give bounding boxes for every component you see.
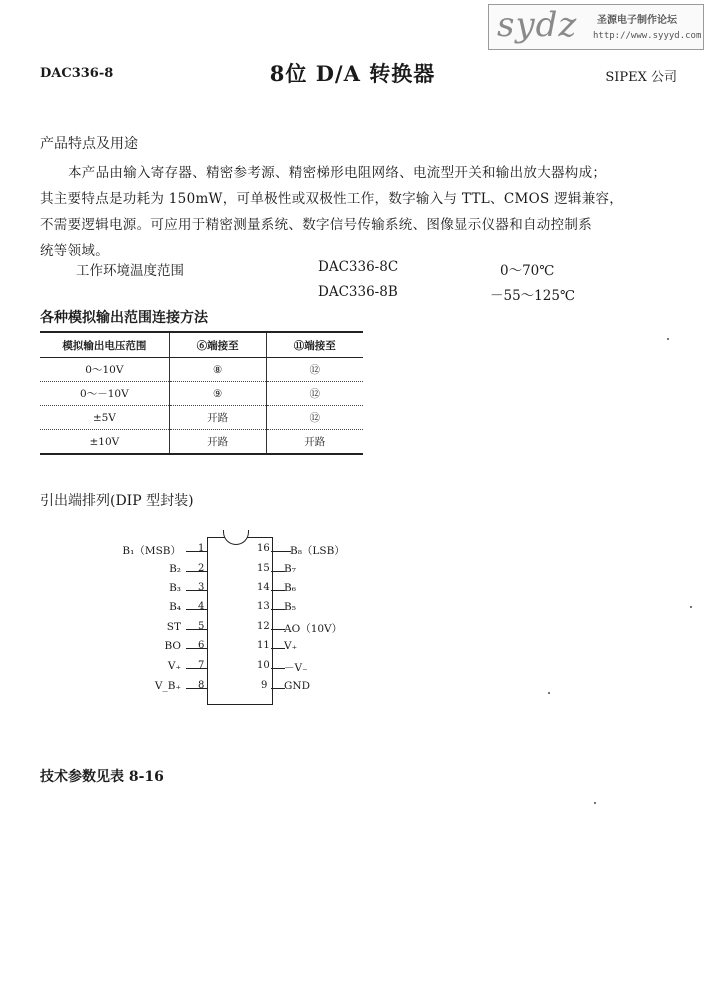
footer-note: 技术参数见表 8-16 [40, 769, 164, 785]
features-line: 不需要逻辑电源。可应用于精密测量系统、数字信号传输系统、图像显示仪器和自动控制系 [40, 217, 592, 233]
table-cell: ⑫ [266, 382, 363, 406]
table-row [40, 382, 363, 406]
pin-label: V₊ [167, 660, 181, 672]
table-cell: ±5V [92, 411, 116, 424]
table-cell: 开路 [169, 406, 266, 430]
pin-number: 7 [198, 660, 205, 671]
features-heading: 产品特点及用途 [40, 136, 138, 152]
pin-lead [271, 629, 285, 630]
scan-speck [690, 606, 692, 608]
column-header: 模拟输出电压范围 [62, 339, 147, 352]
pin-lead [271, 609, 285, 610]
watermark-logo [488, 4, 704, 50]
pin-label: ST [166, 621, 181, 633]
pin-label: B₅ [284, 601, 296, 613]
table-cell: 开路 [169, 430, 266, 455]
pin-label: B₁（MSB） [122, 545, 181, 557]
pin-label: GND [284, 680, 310, 692]
pin-number: 4 [198, 601, 205, 612]
pin-number: 3 [198, 582, 205, 593]
pin-number: 8 [198, 680, 205, 691]
scan-speck [594, 802, 596, 804]
pin-lead [271, 571, 285, 572]
pin-lead [271, 590, 285, 591]
output-range-table [40, 331, 363, 455]
pin-lead [271, 688, 285, 689]
table-cell: ⑫ [266, 358, 363, 382]
pin-label: AO（10V） [284, 623, 343, 635]
pin-number: 5 [198, 621, 205, 632]
table-cell: 0～－10V [80, 388, 129, 400]
table-cell: 开路 [266, 430, 363, 455]
temperature-model: DAC336-8C [318, 259, 399, 275]
pin-number: 9 [261, 680, 268, 691]
column-header: ⑪端接至 [266, 332, 363, 358]
watermark-url: http://www.syyyd.com [593, 31, 702, 41]
pin-label: B₆ [284, 582, 296, 594]
pin-label: B₂ [169, 563, 181, 575]
features-line: 其主要特点是功耗为 150mW，可单极性或双极性工作，数字输入与 TTL、CMOS 逻辑兼容， [40, 191, 624, 207]
features-line: 本产品由输入寄存器、精密参考源、精密梯形电阻网络、电流型开关和输出放大器构成； [68, 165, 607, 181]
pin-label: V₊ [284, 640, 298, 652]
pinout-heading: 引出端排列(DIP 型封装) [40, 493, 194, 509]
output-range-heading: 各种模拟输出范围连接方法 [40, 310, 208, 326]
column-header: ⑥端接至 [169, 332, 266, 358]
pin-label: B₇ [284, 563, 296, 575]
pin-number: 13 [257, 601, 270, 612]
pin-number: 1 [198, 543, 205, 554]
part-number: DAC336-8 [40, 66, 114, 81]
pin-number: 14 [257, 582, 270, 593]
temperature-range: 0～70℃ [500, 263, 555, 279]
features-line: 统等领域。 [40, 243, 109, 259]
table-row [40, 406, 363, 430]
pin-label: －V₋ [284, 662, 308, 674]
manufacturer: SIPEX 公司 [605, 70, 677, 85]
pin-label: B₈（LSB） [290, 545, 345, 557]
pin-number: 6 [198, 640, 205, 651]
table-row [40, 358, 363, 382]
pin-label: BO [164, 640, 181, 652]
watermark-forum-name: 圣源电子制作论坛 [597, 15, 677, 26]
temperature-range: －55～125℃ [490, 288, 576, 304]
pin-number: 2 [198, 563, 205, 574]
table-cell: ⑨ [169, 382, 266, 406]
pin-number: 12 [257, 621, 270, 632]
table-cell: 0～10V [85, 364, 124, 376]
table-header-row [40, 332, 363, 358]
pin-lead [271, 648, 285, 649]
scan-speck [548, 692, 550, 694]
pin-lead [271, 668, 285, 669]
page-title: 8位 D/A 转换器 [269, 61, 436, 86]
pin-number: 15 [257, 563, 270, 574]
table-cell: ±10V [89, 435, 120, 448]
temperature-model: DAC336-8B [318, 284, 398, 300]
temperature-label: 工作环境温度范围 [76, 263, 184, 279]
features-paragraph [40, 160, 692, 264]
pin-number: 16 [257, 543, 270, 554]
table-cell: ⑫ [266, 406, 363, 430]
pin-number: 10 [257, 660, 270, 671]
scan-speck [667, 338, 669, 340]
table-cell: ⑧ [169, 358, 266, 382]
pin-lead [271, 551, 291, 552]
table-row [40, 430, 363, 455]
pin-label: V_B₊ [154, 680, 181, 692]
pin-label: B₄ [169, 601, 181, 613]
pin-label: B₃ [169, 582, 181, 594]
watermark-logo-text: sydz [497, 5, 578, 45]
pin-number: 11 [257, 640, 270, 651]
